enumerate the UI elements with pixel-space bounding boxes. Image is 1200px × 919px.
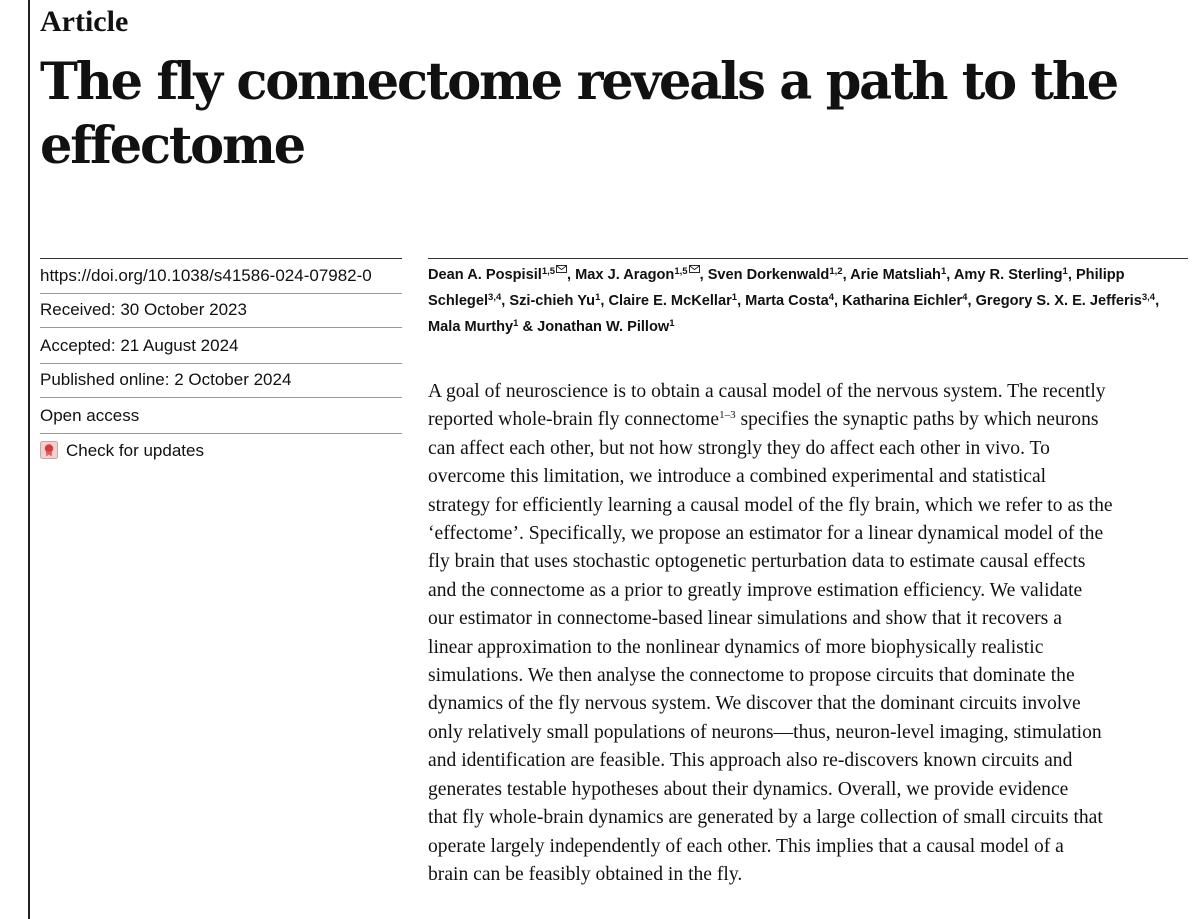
author-affiliation: 1 bbox=[513, 318, 519, 329]
author-separator: , bbox=[567, 267, 576, 283]
abstract-line: A goal of neuroscience is to obtain a causal model of the nervous system. The recently bbox=[428, 381, 1106, 402]
author-separator: , bbox=[600, 293, 609, 309]
author-name[interactable]: Dean A. Pospisil bbox=[428, 267, 542, 283]
doi-link[interactable]: https://doi.org/10.1038/s41586-024-07982-0 bbox=[40, 266, 372, 285]
author-affiliation: 1 bbox=[669, 318, 675, 329]
author-separator: , bbox=[1155, 293, 1160, 309]
author-separator: , bbox=[946, 267, 954, 283]
author-separator: & bbox=[518, 319, 538, 335]
meta-divider bbox=[40, 293, 402, 294]
abstract-line: overcome this limitation, we introduce a combined experimental and statistical bbox=[428, 466, 1047, 488]
author-name[interactable]: Sven Dorkenwald bbox=[707, 267, 830, 283]
author-separator: , bbox=[737, 293, 746, 309]
abstract-line: can affect each other, but not how strongly they do affect each other in vivo. To bbox=[428, 437, 1050, 459]
abstract-line: our estimator in connectome-based linear simulations and show that it recovers a bbox=[428, 608, 1062, 630]
meta-divider bbox=[40, 397, 402, 398]
author-affiliation: 4 bbox=[828, 292, 834, 303]
abstract-line: dynamics of the fly nervous system. We discover that the dominant circuits involve bbox=[428, 693, 1081, 715]
author-affiliation: 4 bbox=[962, 292, 968, 303]
check-for-updates-label: Check for updates bbox=[66, 441, 204, 460]
abstract-line: ‘effectome’. Specifically, we propose an estimator for a linear dynamical model of the bbox=[428, 523, 1104, 545]
check-for-updates-link[interactable] bbox=[40, 440, 400, 462]
abstract bbox=[428, 378, 1188, 889]
abstract-line: only relatively small populations of neurons—thus, neuron-level imaging, stimulation bbox=[428, 721, 1102, 743]
author-separator: , bbox=[834, 293, 843, 309]
author-name[interactable]: Philipp Schlegel bbox=[428, 267, 1125, 309]
author-separator: , bbox=[699, 267, 708, 283]
meta-divider bbox=[40, 363, 402, 364]
author-affiliation: 1,2 bbox=[829, 266, 843, 277]
abstract-line-text: reported whole-brain fly connectome bbox=[428, 409, 720, 431]
author-affiliation: 1,5 bbox=[674, 266, 688, 277]
abstract-line: strategy for efficiently learning a causal model of the fly brain, which we refer to as the bbox=[428, 494, 1113, 516]
author-separator: , bbox=[842, 267, 851, 283]
author-separator: , bbox=[501, 293, 510, 309]
author-name[interactable]: Arie Matsliah bbox=[850, 267, 941, 283]
accepted-date: Accepted: 21 August 2024 bbox=[40, 336, 239, 355]
author-affiliation: 3,4 bbox=[488, 292, 502, 303]
author-affiliation: 3,4 bbox=[1141, 292, 1156, 303]
published-date: Published online: 2 October 2024 bbox=[40, 370, 292, 389]
open-access-label: Open access bbox=[40, 406, 140, 425]
meta-divider bbox=[40, 327, 402, 328]
meta-divider bbox=[40, 433, 402, 434]
author-affiliation: 1 bbox=[595, 292, 601, 303]
author-affiliation: 1 bbox=[731, 292, 738, 303]
author-affiliation: 1 bbox=[1062, 266, 1068, 277]
author-list bbox=[428, 262, 1168, 340]
section-label: Article bbox=[40, 5, 129, 38]
article-title: The fly connectome reveals a path to the effectome bbox=[40, 52, 1118, 176]
check-for-updates-icon bbox=[40, 441, 58, 459]
author-name[interactable]: Marta Costa bbox=[745, 293, 829, 309]
abstract-line: that fly whole-brain dynamics are generated by a large collection of small circuits that bbox=[428, 807, 1103, 829]
abstract-line: operate largely independently of each other. This implies that a causal model of a bbox=[428, 835, 1064, 857]
header-divider-right bbox=[428, 258, 1188, 259]
author-name[interactable]: Jonathan W. Pillow bbox=[537, 319, 670, 335]
author-affiliation: 1 bbox=[940, 266, 947, 277]
abstract-line: fly brain that uses stochastic optogenetic perturbation data to estimate causal effects bbox=[428, 551, 1086, 573]
abstract-line: brain can be feasibly obtained in the fly. bbox=[428, 863, 743, 885]
author-affiliation: 1,5 bbox=[541, 266, 556, 277]
abstract-line: and the connectome as a prior to greatly improve estimation efficiency. We validate bbox=[428, 579, 1083, 601]
author-name[interactable]: Amy R. Sterling bbox=[953, 267, 1063, 283]
header-divider-left bbox=[40, 258, 402, 259]
received-date: Received: 30 October 2023 bbox=[40, 300, 247, 319]
citation-ref[interactable]: 1–3 bbox=[719, 409, 736, 422]
author-name[interactable]: Claire E. McKellar bbox=[608, 293, 732, 309]
mail-icon[interactable] bbox=[556, 265, 567, 273]
left-margin-rule bbox=[28, 0, 30, 919]
abstract-line: simulations. We then analyse the connectome to propose circuits that dominate the bbox=[428, 665, 1075, 687]
author-name[interactable]: Szi-chieh Yu bbox=[509, 293, 596, 309]
author-name[interactable]: Gregory S. X. E. Jefferis bbox=[975, 293, 1142, 309]
abstract-line: linear approximation to the nonlinear dynamics of more biophysically realistic bbox=[428, 636, 1044, 658]
abstract-line: generates testable hypotheses about their dynamics. Overall, we provide evidence bbox=[428, 778, 1069, 800]
author-name[interactable]: Mala Murthy bbox=[428, 319, 514, 335]
author-name[interactable]: Max J. Aragon bbox=[575, 267, 675, 283]
author-separator: , bbox=[1067, 267, 1076, 283]
mail-icon[interactable] bbox=[689, 265, 700, 273]
author-name[interactable]: Katharina Eichler bbox=[842, 293, 963, 309]
abstract-line-text: specifies the synaptic paths by which neurons bbox=[735, 409, 1099, 431]
author-separator: , bbox=[967, 293, 976, 309]
abstract-line: and identification are feasible. This approach also re-discovers known circuits and bbox=[428, 750, 1073, 772]
abstract-line bbox=[428, 406, 1188, 434]
